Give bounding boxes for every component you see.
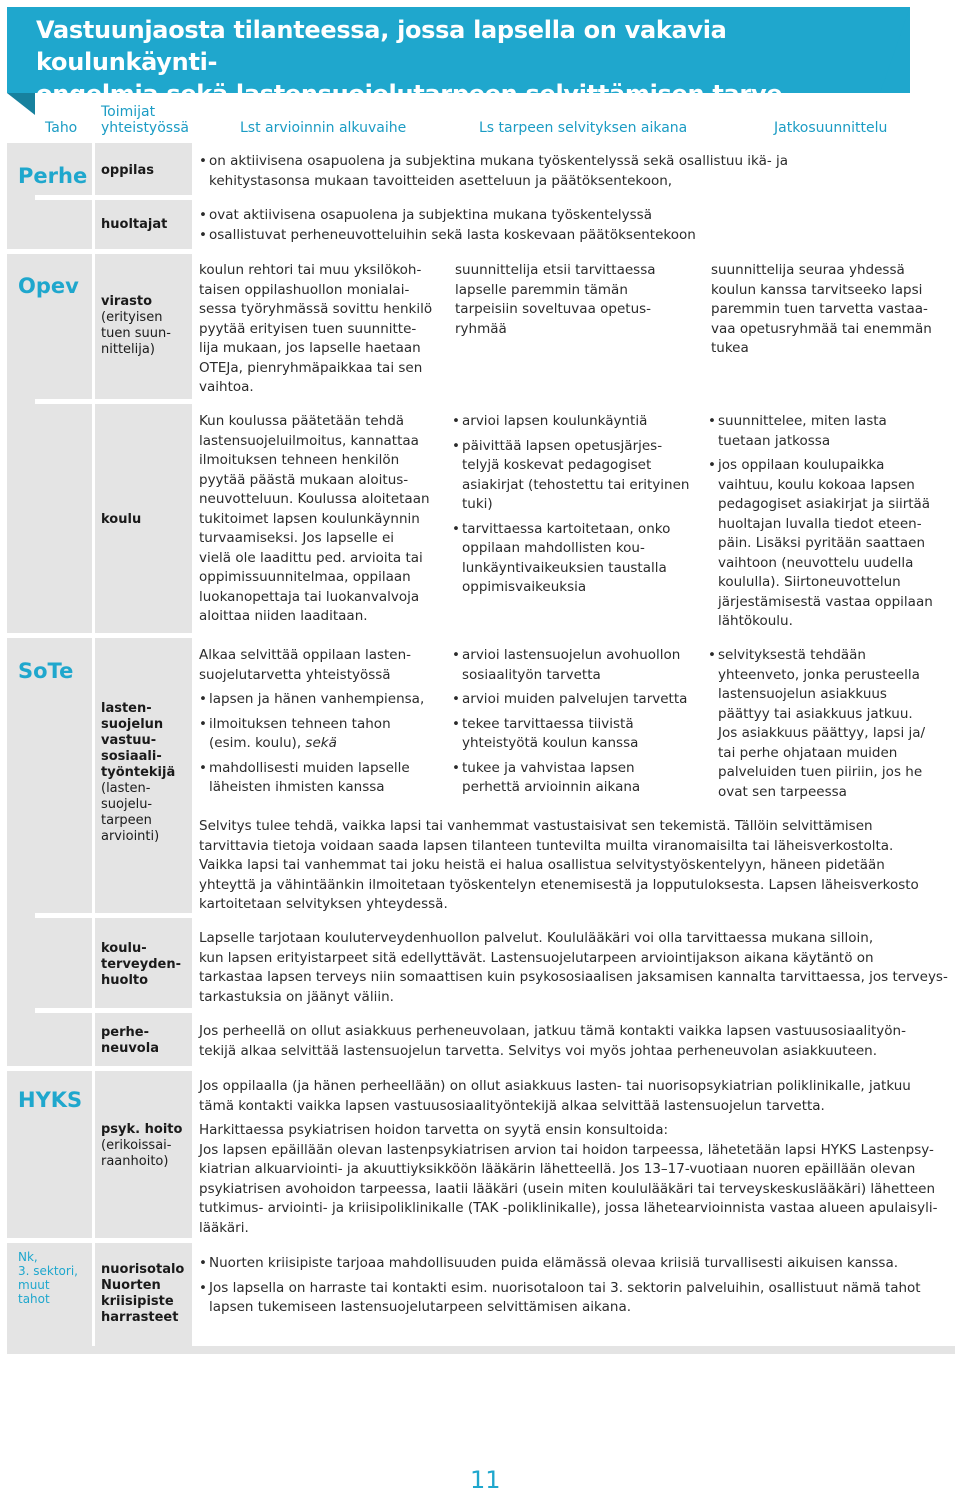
text-line: tukea bbox=[711, 340, 749, 356]
text-line: tarkastuksia on jäänyt väliin. bbox=[199, 988, 394, 1005]
header-taho: Taho bbox=[45, 120, 78, 136]
text-line: lapselle paremmin tämän bbox=[455, 281, 628, 298]
actor-nt-label: Nuorten bbox=[101, 1278, 161, 1293]
actor-ls-label: suojelun bbox=[101, 717, 164, 732]
text-line: kun lapsen erityistarpeet sitä edellyttävät. Lastensuojelutarpeen arviointijakson aikana käytäntö on bbox=[199, 949, 874, 966]
text-line: vaihtoa. bbox=[199, 379, 254, 395]
header-toimijat bbox=[101, 104, 189, 136]
list-item bbox=[708, 412, 956, 451]
actor-virasto-sub: (erityisen bbox=[101, 310, 163, 325]
row-separator bbox=[35, 399, 955, 404]
row-separator bbox=[35, 1008, 955, 1013]
domain-hyks: HYKS bbox=[18, 1088, 83, 1112]
actor-virasto-label: virasto bbox=[101, 294, 152, 309]
text-line: yhteenveto, jonka perusteella bbox=[718, 666, 920, 683]
text-line: järjestämisestä vastaa oppilaan bbox=[718, 593, 933, 610]
text-line: huoltajan luvalla tiedot eteen- bbox=[718, 515, 922, 532]
actor-pn-label: perhe- bbox=[101, 1025, 150, 1040]
domain-column bbox=[7, 143, 95, 1346]
text-line: asiakirjat (tehostettu tai erityinen bbox=[462, 476, 690, 493]
list-item: • arvioi muiden palvelujen tarvetta bbox=[452, 690, 707, 710]
text-line: aloittaa niiden laaditaan. bbox=[199, 608, 368, 624]
text-line: Harkittaessa psykiatrisen hoidon tarvetta on syytä ensin konsultoida: bbox=[199, 1122, 669, 1138]
row-separator bbox=[7, 249, 955, 254]
text-line: lapsen tukemiseen lastensuojelutarpeen selvittämisen aikana. bbox=[209, 1299, 632, 1315]
text-line: sosiaalityön tarvetta bbox=[462, 666, 601, 683]
text-line: lastensuojelun asiakkuus bbox=[718, 686, 887, 702]
actor-kt-label: koulu- bbox=[101, 941, 147, 956]
nuorisotalo-text bbox=[199, 1254, 954, 1323]
text-line: tutkimus- arviointi- ja kriisipoliklinikalle (TAK -poliklinikalle), jossa lähetearvioinnista vastaa alueen apulaisyli- bbox=[199, 1200, 938, 1216]
header-col1: Lst arvioinnin alkuvaihe bbox=[240, 120, 407, 136]
text-line: pedagogiset asiakirjat ja siirtää bbox=[718, 496, 931, 512]
text-line: oppimissuunnitelmaa, oppilaan bbox=[199, 569, 411, 585]
list-item bbox=[199, 1279, 954, 1318]
actor-huoltajat-label: huoltajat bbox=[101, 217, 168, 232]
banner-fold bbox=[7, 93, 35, 115]
text-line: vielä ole laadittu ped. arvioita tai bbox=[199, 549, 423, 566]
text-line: • suunnittelee, miten lasta bbox=[718, 413, 887, 429]
actor-pn-label: neuvola bbox=[101, 1041, 159, 1056]
text-line: kehitystasonsa mukaan tavoitteiden asetteluun ja päätöksentekoon, bbox=[209, 172, 673, 189]
actor-nt-label: kriisipiste bbox=[101, 1294, 174, 1309]
virasto-col3 bbox=[711, 261, 956, 359]
text-line: koulun kanssa tarvitseeko lapsi bbox=[711, 281, 923, 298]
text-line: vaa opetusryhmää tai enemmän bbox=[711, 320, 932, 337]
text-line: Selvitys tulee tehdä, vaikka lapsi tai vanhemmat vastustaisivat sen tekemistä. Tällöin selvittämisen bbox=[199, 818, 873, 834]
koulu-col2 bbox=[452, 412, 707, 603]
actor-kouluterveydenhuolto bbox=[101, 941, 189, 989]
text-line: pyytää erityisen tuen suunnitte- bbox=[199, 320, 417, 337]
text-line: • päivittää lapsen opetusjärjes- bbox=[462, 437, 663, 454]
text-line: Kun koulussa päätetään tehdä bbox=[199, 413, 405, 429]
text-line: OTEJa, pienryhmäpaikkaa tai sen bbox=[199, 359, 423, 376]
text-line: luokanopettaja tai luokanvalvoja bbox=[199, 588, 420, 605]
text-line: ryhmää bbox=[455, 320, 507, 337]
actor-koulu bbox=[101, 512, 189, 528]
text-line: suojelutarvetta yhteistyössä bbox=[199, 666, 391, 683]
actor-lastensuojelu bbox=[101, 701, 189, 845]
actor-ls-label: lasten- bbox=[101, 701, 152, 716]
actor-ls-label: vastuu- bbox=[101, 733, 157, 748]
text-line: neuvotteluun. Koulussa aloitetaan bbox=[199, 491, 430, 507]
list-item bbox=[708, 456, 956, 632]
ls-wide-text bbox=[199, 817, 954, 915]
text-line: yhteistyötä koulun kanssa bbox=[462, 735, 639, 751]
actor-ls-sub: tarpeen bbox=[101, 813, 152, 828]
text-line: perhettä arvioinnin aikana bbox=[462, 779, 641, 795]
psyk-text bbox=[199, 1077, 954, 1238]
actor-kt-label: terveyden- bbox=[101, 957, 181, 972]
row-separator bbox=[35, 195, 955, 200]
list-item: • ovat aktiivisena osapuolena ja subjektina mukana työskentelyssä bbox=[199, 206, 919, 226]
text-line: paremmin tuen tarvetta vastaa- bbox=[711, 301, 928, 317]
text-line: päin. Lisäksi pyritään saattaen bbox=[718, 535, 926, 551]
text-line: lääkäri. bbox=[199, 1219, 249, 1236]
text-line: oppimisvaikeuksia bbox=[462, 579, 587, 595]
text-line: kartoitetaan selvityksen yhteydessä. bbox=[199, 896, 448, 912]
text-line: • ilmoituksen tehneen tahon bbox=[209, 715, 391, 732]
koulu-col1 bbox=[199, 412, 449, 627]
text-fragment-italic: sekä bbox=[305, 735, 337, 751]
ls-col1 bbox=[199, 646, 454, 803]
list-item: • lapsen ja hänen vanhempiensa, bbox=[199, 690, 454, 710]
oppilas-text bbox=[199, 152, 919, 191]
text-line: lunkäyntivaikeuksien taustalla bbox=[462, 559, 667, 576]
actor-koulu-label: koulu bbox=[101, 512, 142, 527]
text-line: tuetaan jatkossa bbox=[718, 432, 831, 449]
perheneuvola-text bbox=[199, 1022, 954, 1061]
text-line: Alkaa selvittää oppilaan lasten- bbox=[199, 647, 412, 663]
text-line: telyjä koskevat pedagogiset bbox=[462, 457, 652, 473]
text-line: • Jos lapsella on harraste tai kontakti esim. nuorisotaloon tai 3. sektorin palveluihin, osallistuut nämä tahot bbox=[209, 1279, 921, 1296]
text-line: • arvioi lastensuojelun avohuollon bbox=[462, 647, 681, 663]
list-item: • osallistuvat perheneuvotteluihin sekä lasta koskevaan päätöksentekoon bbox=[199, 226, 919, 246]
domain-nk-line4: tahot bbox=[18, 1292, 50, 1306]
text-line: Jos perheellä on ollut asiakkuus perheneuvolaan, jatkuu tämä kontakti vaikka lapsen vastuusosiaalityön- bbox=[199, 1023, 906, 1039]
actor-kt-label: huolto bbox=[101, 973, 149, 988]
list-item: • Nuorten kriisipiste tarjoaa mahdollisuuden puida elämässä olevaa kriisiä turvallisesti aikuisen kanssa. bbox=[199, 1254, 954, 1274]
actor-psyk bbox=[101, 1122, 189, 1170]
row-separator bbox=[7, 1238, 955, 1243]
text-line: • mahdollisesti muiden lapselle bbox=[209, 759, 410, 776]
actor-psyk-sub: raanhoito) bbox=[101, 1154, 169, 1169]
text-line: • jos oppilaan koulupaikka bbox=[718, 457, 885, 473]
actor-virasto-sub: nittelija) bbox=[101, 342, 155, 357]
text-line: lähtökoulu. bbox=[718, 613, 793, 629]
text-line: yhteyttä ja vähintäänkin ilmoitetaan työskentelyn etenemisestä ja lopputuloksesta. Lapsen läheisverkosto bbox=[199, 876, 919, 893]
text-line: koululla). Siirtoneuvottelun bbox=[718, 574, 901, 590]
list-item bbox=[708, 646, 956, 802]
text-line: koulun rehtori tai muu yksilökoh- bbox=[199, 262, 422, 278]
list-item bbox=[452, 646, 707, 685]
header-col3: Jatkosuunnittelu bbox=[774, 120, 888, 136]
text-line: Lapselle tarjotaan kouluterveydenhuollon palvelut. Koululääkäri voi olla tarvittaessa mukana silloin, bbox=[199, 930, 874, 946]
actor-nuorisotalo bbox=[101, 1262, 189, 1326]
ls-col3 bbox=[708, 646, 956, 807]
text-line bbox=[209, 734, 454, 754]
bottom-band bbox=[7, 1346, 955, 1354]
column-divider bbox=[92, 143, 95, 1346]
actor-virasto bbox=[101, 294, 189, 358]
list-item bbox=[199, 152, 919, 191]
text-line: Jos lapsen epäillään olevan lastenpsykiatrisen arvion tai hoidon tarpeessa, lähetetään lapsi HYKS Lastenpsy- bbox=[199, 1141, 934, 1158]
text-line: suunnittelija seuraa yhdessä bbox=[711, 262, 905, 278]
text-line: tuki) bbox=[462, 496, 493, 512]
list-item bbox=[452, 759, 707, 798]
virasto-col1 bbox=[199, 261, 449, 398]
text-line: Jos oppilaalla (ja hänen perheellään) on ollut asiakkuus lasten- tai nuorisopsykiatrian poliklinikalle, jatkuu bbox=[199, 1078, 911, 1094]
actor-ls-sub: (lasten- bbox=[101, 781, 151, 796]
text-line: • tekee tarvittaessa tiivistä bbox=[462, 715, 634, 732]
text-line: suunnittelija etsii tarvittaessa bbox=[455, 262, 656, 278]
domain-perhe: Perhe bbox=[18, 164, 88, 188]
row-separator bbox=[7, 1066, 955, 1071]
kouluterveydenhuolto-text bbox=[199, 929, 954, 1007]
text-line: Jos asiakkuus päättyy, lapsi ja/ bbox=[718, 725, 926, 741]
actor-huoltajat bbox=[101, 217, 189, 233]
actor-ls-label: työntekijä bbox=[101, 765, 176, 780]
header-col2: Ls tarpeen selvityksen aikana bbox=[479, 120, 688, 136]
title-line-2: ongelmia sekä lastensuojelutarpeen selvittämisen tarve bbox=[36, 80, 783, 108]
text-line: turvaamiseksi. Jos lapselle ei bbox=[199, 530, 395, 546]
domain-nk-line3: muut bbox=[18, 1278, 50, 1292]
text-line: tai perhe ohjataan muiden bbox=[718, 744, 898, 761]
actor-perheneuvola bbox=[101, 1025, 189, 1057]
actor-psyk-label: psyk. hoito bbox=[101, 1122, 183, 1137]
domain-sote: SoTe bbox=[18, 659, 74, 683]
domain-nk-line1: Nk, bbox=[18, 1250, 38, 1264]
domain-opev: Opev bbox=[18, 274, 79, 298]
actor-oppilas-label: oppilas bbox=[101, 163, 154, 178]
title-line-1: Vastuunjaosta tilanteessa, jossa lapsella on vakavia koulunkäynti- bbox=[36, 16, 727, 76]
actor-oppilas bbox=[101, 163, 189, 179]
text-line: • selvityksestä tehdään bbox=[718, 647, 866, 663]
list-item bbox=[452, 520, 707, 598]
text-line: ilmoituksen tehneen henkilön bbox=[199, 452, 400, 468]
actor-psyk-sub: (erikoissai- bbox=[101, 1138, 172, 1153]
text-line: tarkastaa lapsen terveys niin somaattisen kuin psykososiaalisen jaksamisen kannalta tarvittaessa, jos terveys- bbox=[199, 969, 948, 985]
ls-col2 bbox=[452, 646, 707, 803]
domain-nk-line2: 3. sektori, bbox=[18, 1264, 78, 1278]
actor-virasto-sub: tuen suun- bbox=[101, 326, 171, 341]
text-line: pyytää päästä mukaan aloitus- bbox=[199, 471, 409, 488]
text-line: tämä kontakti vaikka lapsen vastuusosiaalityöntekijä alkaa selvittää lastensuojelun tarvetta. bbox=[199, 1097, 825, 1114]
actor-ls-sub: arviointi) bbox=[101, 829, 160, 844]
list-item: • arvioi lapsen koulunkäyntiä bbox=[452, 412, 707, 432]
text-line: lastensuojeluilmoitus, kannattaa bbox=[199, 432, 419, 449]
list-item bbox=[452, 715, 707, 754]
virasto-col2 bbox=[455, 261, 705, 339]
text-line: psykiatrisen avohoidon tarpeessa, laatii lääkäri (usein miten koululääkäri tai terveyskeskuslääkäri) lähetteen bbox=[199, 1180, 936, 1197]
text-line: tarpeisiin soveltuvaa opetus- bbox=[455, 301, 652, 317]
text-line: tekijä alkaa selvittää lastensuojelun tarvetta. Selvitys voi myös johtaa perheneuvolan asiakkuuteen. bbox=[199, 1042, 877, 1059]
koulu-col3 bbox=[708, 412, 956, 637]
actor-ls-sub: suojelu- bbox=[101, 797, 153, 812]
text-line: Vaikka lapsi tai vanhemmat tai joku heistä ei halua osallistua selvitystyöskentelyyn, häneen pidetään bbox=[199, 857, 885, 873]
text-line: sessa työryhmässä sovittu henkilö bbox=[199, 301, 433, 317]
text-fragment: (esim. koulu), bbox=[209, 735, 302, 751]
text-line: päättyy tai asiakkuus jatkuu. bbox=[718, 705, 913, 722]
list-item bbox=[199, 759, 454, 798]
text-line: palveluiden tuen piiriin, jos he bbox=[718, 764, 923, 780]
text-line: • tarvittaessa kartoitetaan, onko bbox=[462, 520, 671, 537]
text-line: vaihtuu, koulu kokoaa lapsen bbox=[718, 476, 915, 493]
list-item bbox=[199, 715, 454, 754]
actor-nt-label: nuorisotalo bbox=[101, 1262, 185, 1277]
header-toimijat-line1: Toimijat bbox=[101, 104, 156, 120]
page-title bbox=[36, 14, 886, 110]
text-line: lija mukaan, jos lapselle haetaan bbox=[199, 340, 421, 356]
text-line: • on aktiivisena osapuolena ja subjektina mukana työskentelyssä sekä osallistuu ikä- ja bbox=[209, 153, 789, 169]
text-line: ovat sen tarpeessa bbox=[718, 783, 847, 800]
header-toimijat-line2: yhteistyössä bbox=[101, 120, 189, 136]
list-item bbox=[452, 437, 707, 515]
domain-nk bbox=[18, 1250, 90, 1306]
text-line: tarvittavia tietoja voidaan saada lapsen tilanteen tuntevilta muilta viranomaisilta tai läheisverkostolta. bbox=[199, 837, 894, 854]
huoltajat-text bbox=[199, 206, 919, 245]
text-line: kiatrian alkuarviointi- ja akuuttiyksikköön lääkärin lähetteellä. Jos 13–17-vuotiaan nuoren epäillään olevan bbox=[199, 1161, 916, 1177]
text-line: taisen oppilashuollon monialai- bbox=[199, 281, 410, 298]
text-line: • tukee ja vahvistaa lapsen bbox=[462, 759, 635, 776]
text-line: tukitoimet lapsen koulunkäynnin bbox=[199, 510, 420, 527]
text-line: läheisten ihmisten kanssa bbox=[209, 779, 385, 795]
page-number: 11 bbox=[470, 1466, 501, 1494]
actor-nt-label: harrasteet bbox=[101, 1310, 179, 1325]
actor-ls-label: sosiaali- bbox=[101, 749, 162, 764]
text-line: vaihtoon (neuvottelu uudella bbox=[718, 554, 914, 571]
text-line: oppilaan mahdollisten kou- bbox=[462, 540, 645, 556]
